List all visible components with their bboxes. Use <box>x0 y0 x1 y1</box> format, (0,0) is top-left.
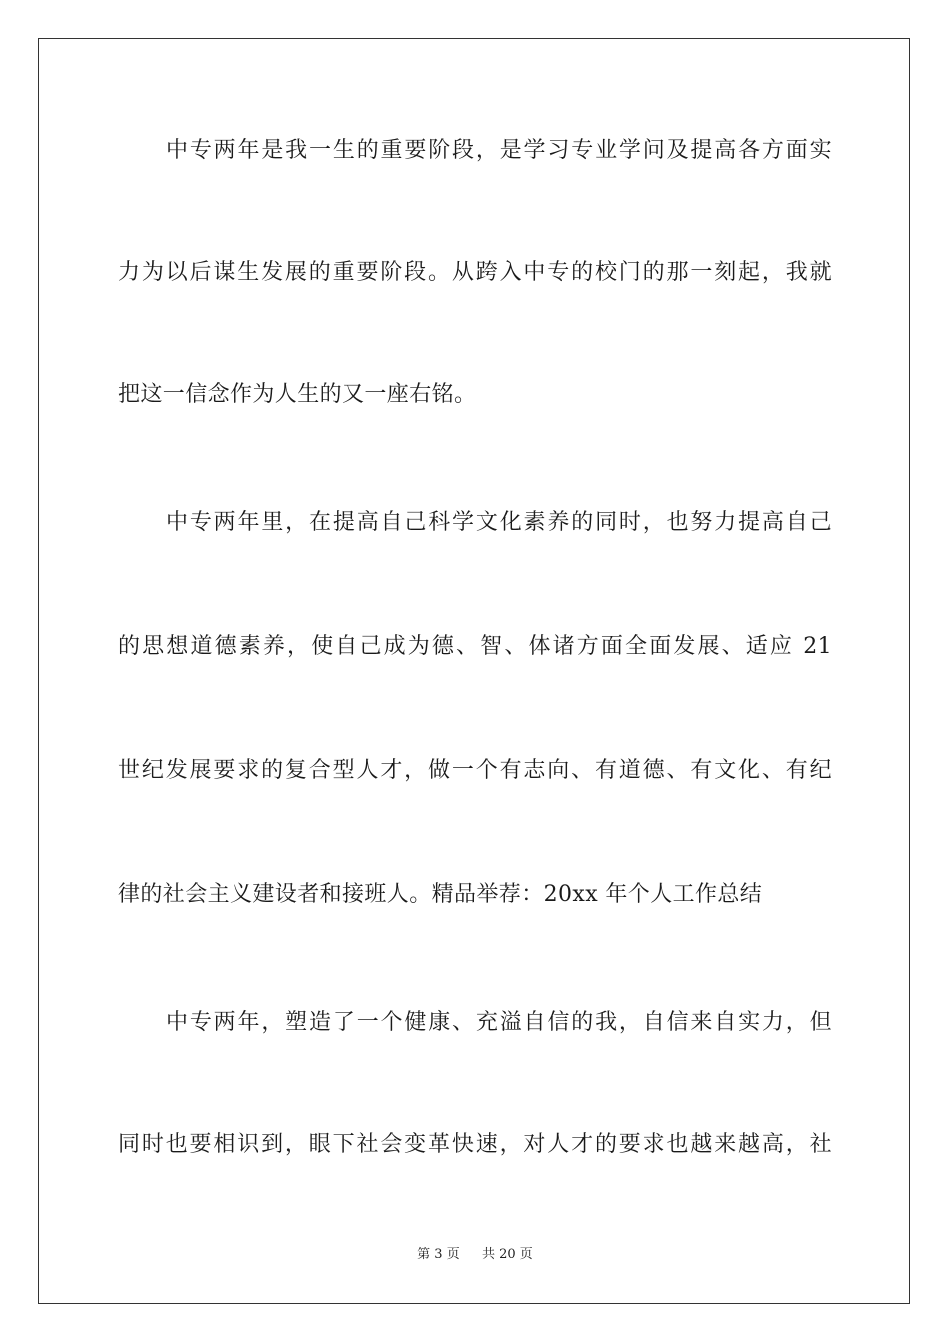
paragraph-3-line-1: 中专两年，塑造了一个健康、充溢自信的我，自信来自实力，但 <box>166 1010 832 1035</box>
paragraph-1-line-3: 把这一信念作为人生的又一座右铭。 <box>118 382 477 407</box>
paragraph-1-line-2: 力为以后谋生发展的重要阶段。从跨入中专的校门的那一刻起，我就 <box>118 260 832 285</box>
paragraph-2-line-1: 中专两年里，在提高自己科学文化素养的同时，也努力提高自己 <box>166 510 832 535</box>
paragraph-2-line-3: 世纪发展要求的复合型人才，做一个有志向、有道德、有文化、有纪 <box>118 758 832 783</box>
paragraph-2-line-2: 的思想道德素养，使自己成为德、智、体诸方面全面发展、适应 21 <box>118 634 832 659</box>
paragraph-3-line-2: 同时也要相识到，眼下社会变革快速，对人才的要求也越来越高，社 <box>118 1132 832 1157</box>
page-border <box>38 38 910 1304</box>
page-total: 共 20 页 <box>482 1247 533 1262</box>
paragraph-1-line-1: 中专两年是我一生的重要阶段，是学习专业学问及提高各方面实 <box>166 138 832 163</box>
page-footer <box>0 1246 950 1264</box>
paragraph-2-line-4: 律的社会主义建设者和接班人。精品举荐：20xx 年个人工作总结 <box>118 882 763 907</box>
page-number: 第 3 页 <box>417 1247 460 1262</box>
